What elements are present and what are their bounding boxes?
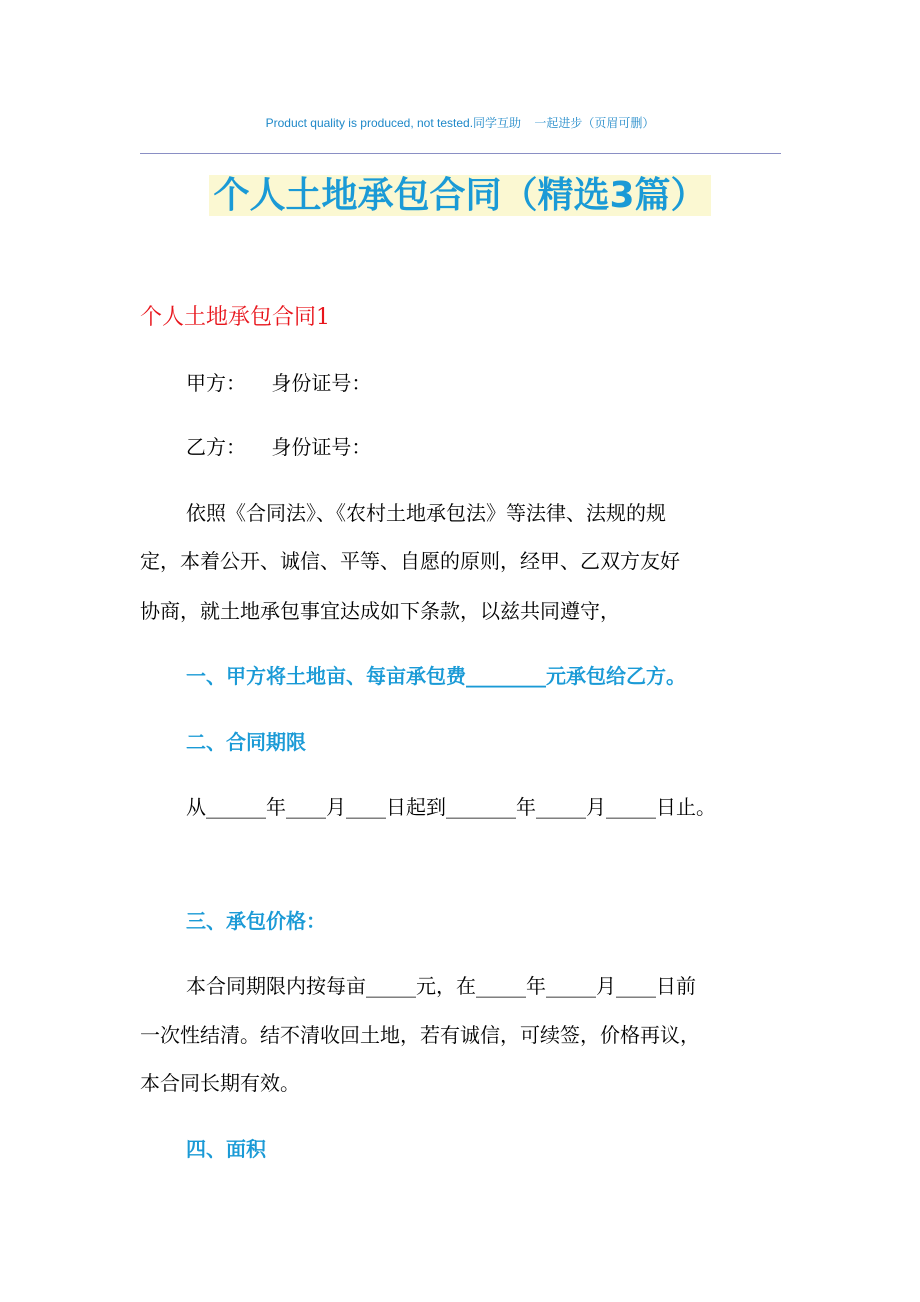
intro-paragraph-line-1: 依照《合同法》、《农村土地承包法》等法律、法规的规 xyxy=(186,501,666,525)
intro-paragraph-line-3: 协商，就土地承包事宜达成如下条款，以兹共同遵守， xyxy=(140,599,620,623)
clause-4-heading: 四、面积 xyxy=(186,1137,266,1161)
clause-2-body: 从______年____月____日起到_______年_____月_____日止。 xyxy=(186,795,716,819)
clause-3-line-2: 一次性结清。结不清收回土地，若有诚信，可续签，价格再议， xyxy=(140,1023,700,1047)
section-title: 个人土地承包合同1 xyxy=(140,305,330,330)
clause-1: 一、甲方将土地亩、每亩承包费________元承包给乙方。 xyxy=(186,664,686,688)
document-title-text: 个人土地承包合同（精选3篇） xyxy=(209,175,710,216)
clause-3-heading: 三、承包价格： xyxy=(186,909,326,933)
document-title xyxy=(0,170,920,222)
header-divider xyxy=(140,153,781,154)
clause-3-line-3: 本合同长期有效。 xyxy=(140,1071,300,1095)
intro-paragraph-line-2: 定，本着公开、诚信、平等、自愿的原则，经甲、乙双方友好 xyxy=(140,549,680,573)
party-b-line: 乙方： 身份证号： xyxy=(186,435,372,459)
header-text: Product quality is produced, not tested.同学互助 一起进步（页眉可删） xyxy=(265,116,655,130)
party-a-line: 甲方： 身份证号： xyxy=(186,371,372,395)
clause-2-heading: 二、合同期限 xyxy=(186,730,306,754)
clause-3-line-1: 本合同期限内按每亩_____元，在_____年_____月____日前 xyxy=(186,974,696,998)
